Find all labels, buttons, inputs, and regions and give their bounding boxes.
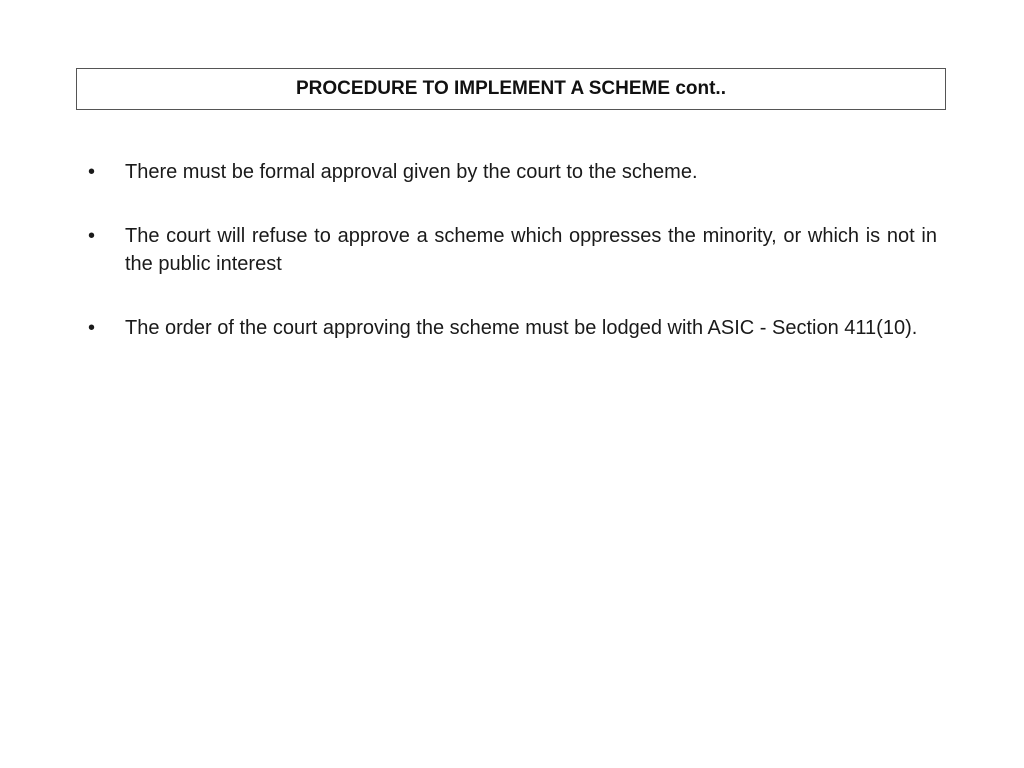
bullet-icon: • xyxy=(88,161,96,183)
slide-title: PROCEDURE TO IMPLEMENT A SCHEME cont.. xyxy=(296,78,726,99)
bullet-list xyxy=(88,158,937,378)
bullet-text: The court will refuse to approve a scheme which oppresses the minority, or which is not in the public interest xyxy=(125,225,937,275)
bullet-item xyxy=(88,222,937,278)
bullet-text: The order of the court approving the scheme must be lodged with ASIC - Section 411(10). xyxy=(125,317,918,339)
bullet-item xyxy=(88,158,937,186)
title-box xyxy=(76,68,946,110)
bullet-text: There must be formal approval given by the court to the scheme. xyxy=(125,161,698,183)
bullet-item xyxy=(88,314,937,342)
bullet-icon: • xyxy=(88,225,96,247)
bullet-icon: • xyxy=(88,317,96,339)
